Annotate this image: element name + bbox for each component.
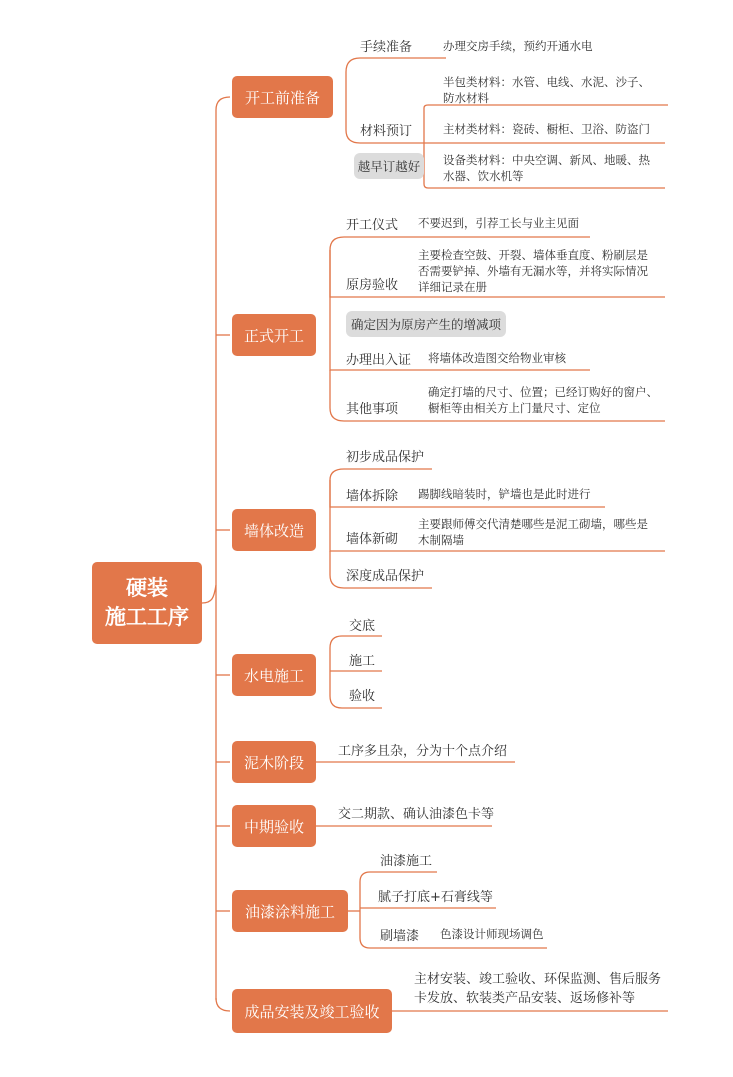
item-mid-inspection-note: 交二期款、确认油漆色卡等 — [338, 807, 495, 822]
root-title-line1: 硬装 — [126, 576, 168, 600]
detail-equipment-materials: 设备类材料：中央空调、新风、地暖、热水器、饮水机等 — [443, 153, 650, 183]
stage-node-plumbing-electric: 水电施工 — [232, 654, 316, 696]
item-deep-protection: 深度成品保护 — [346, 569, 425, 584]
item-material-order: 材料预订 — [360, 124, 413, 139]
item-access-pass: 办理出入证 — [346, 353, 412, 368]
item-putty-plaster: 腻子打底+石膏线等 — [378, 890, 493, 905]
item-house-inspection: 原房验收 — [346, 278, 399, 293]
item-wall-painting: 刷墙漆 — [380, 929, 420, 944]
detail-access-pass: 将墙体改造图交给物业审核 — [428, 351, 566, 365]
detail-other-matters: 确定打墙的尺寸、位置；已经订购好的窗户、橱柜等由相关方上门量尺寸、定位 — [428, 385, 658, 415]
stage-node-preparation: 开工前准备 — [232, 76, 333, 118]
root-node — [92, 562, 202, 644]
detail-house-inspection: 主要检查空鼓、开裂、墙体垂直度、粉刷层是否需要铲掉、外墙有无漏水等，并将实际情况详细记录在册 — [418, 248, 648, 294]
note-increase-decrease: 确定因为原房产生的增减项 — [346, 311, 506, 337]
item-masonry-note: 工序多且杂，分为十个点介绍 — [338, 744, 508, 759]
item-new-wall: 墙体新砌 — [346, 532, 399, 547]
item-handover: 交底 — [349, 619, 376, 634]
item-construction: 施工 — [349, 654, 376, 669]
item-paint-work: 油漆施工 — [380, 854, 433, 869]
note-order-early: 越早订越好 — [354, 153, 424, 179]
stage-node-formal-start: 正式开工 — [232, 314, 316, 356]
detail-procedures: 办理交房手续，预约开通水电 — [443, 39, 593, 53]
detail-opening-ceremony: 不要迟到，引荐工长与业主见面 — [418, 216, 579, 230]
item-other-matters: 其他事项 — [346, 402, 399, 417]
item-acceptance: 验收 — [349, 689, 376, 704]
item-opening-ceremony: 开工仪式 — [346, 218, 399, 233]
item-initial-protection: 初步成品保护 — [346, 450, 425, 465]
detail-new-wall: 主要跟师傅交代清楚哪些是泥工砌墙，哪些是木制隔墙 — [418, 517, 648, 547]
root-title-line2: 施工工序 — [105, 605, 189, 629]
detail-main-materials: 主材类材料：瓷砖、橱柜、卫浴、防盗门 — [443, 122, 650, 136]
stage-node-installation-completion: 成品安装及竣工验收 — [232, 989, 392, 1033]
stage-node-mid-inspection: 中期验收 — [232, 805, 316, 847]
stage-node-paint-coating: 油漆涂料施工 — [232, 890, 348, 932]
detail-wall-demolition: 踢脚线暗装时，铲墙也是此时进行 — [418, 487, 591, 501]
stage-node-wall-renovation: 墙体改造 — [232, 509, 316, 551]
stage-node-masonry-carpentry: 泥木阶段 — [232, 741, 316, 783]
detail-semi-package-materials: 半包类材料：水管、电线、水泥、沙子、防水材料 — [443, 75, 650, 105]
item-wall-demolition: 墙体拆除 — [346, 489, 399, 504]
detail-wall-painting: 色漆设计师现场调色 — [440, 927, 544, 941]
item-installation-completion-note: 主材安装、竣工验收、环保监测、售后服务卡发放、软装类产品安装、返场修补等 — [414, 972, 662, 1006]
item-procedures: 手续准备 — [360, 40, 413, 55]
